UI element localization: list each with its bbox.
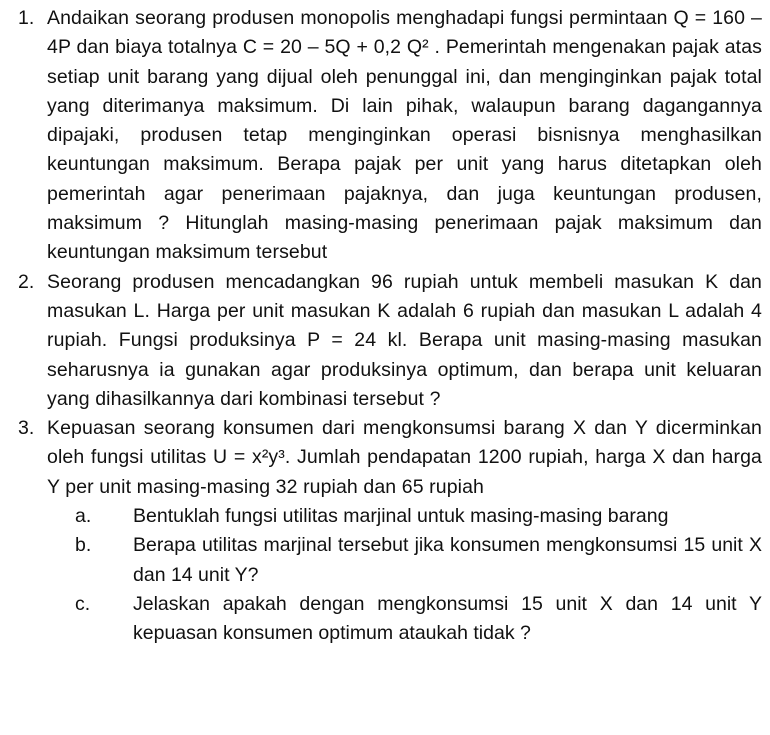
question-number: 1. xyxy=(18,7,35,29)
subitem-c xyxy=(0,590,762,649)
question-number: 2. xyxy=(18,270,35,293)
subitem-letter: c. xyxy=(75,592,91,615)
question-text: Seorang produsen mencadangkan 96 rupiah untuk membeli masukan K dan masukan L. Harga per unit masukan K adalah 6 rupiah dan masukan L adalah 4 rupiah. Fungsi produksinya P = 24 kl. Berapa unit masing-masing masukan seharusnya ia gunakan agar produksinya optimum, dan berapa unit keluaran yang dihasilkannya dari kombinasi tersebut ? xyxy=(47,270,762,410)
question-2 xyxy=(0,268,762,414)
question-1 xyxy=(0,4,762,268)
subitem-a xyxy=(0,502,762,531)
subitem-b xyxy=(0,531,762,590)
question-text: Kepuasan seorang konsumen dari mengkonsumsi barang X dan Y dicerminkan oleh fungsi utilitas U = x²y³. Jumlah pendapatan 1200 rupiah, harga X dan harga Y per unit masing-masing 32 rupiah dan 65 rupiah xyxy=(47,417,762,498)
subitem-letter: a. xyxy=(75,505,92,528)
subitem-letter: b. xyxy=(75,534,92,557)
subitem-text: Bentuklah fungsi utilitas marjinal untuk masing-masing barang xyxy=(133,505,669,528)
question-number: 3. xyxy=(18,417,35,440)
question-3 xyxy=(0,414,762,502)
subitem-text: Berapa utilitas marjinal tersebut jika konsumen mengkonsumsi 15 unit X dan 14 unit Y? xyxy=(133,534,762,586)
subitem-text: Jelaskan apakah dengan mengkonsumsi 15 unit X dan 14 unit Y kepuasan konsumen optimum ataukah tidak ? xyxy=(133,592,762,645)
question-text: Andaikan seorang produsen monopolis menghadapi fungsi permintaan Q = 160 – 4P dan biaya totalnya C = 20 – 5Q + 0,2 Q² . Pemerintah mengenakan pajak atas setiap unit barang yang dijual oleh penunggal ini, dan menginginkan pajak total yang diterimanya maksimum. Di lain pihak, walaupun barang dagangannya dipajaki, produsen tetap menginginkan operasi bisnisnya menghasilkan keuntungan maksimum. Berapa pajak per unit yang harus ditetapkan oleh pemerintah agar penerimaan pajaknya, dan juga keuntungan produsen, maksimum ? Hitunglah masing-masing penerimaan pajak maksimum dan keuntungan maksimum tersebut xyxy=(47,7,762,264)
